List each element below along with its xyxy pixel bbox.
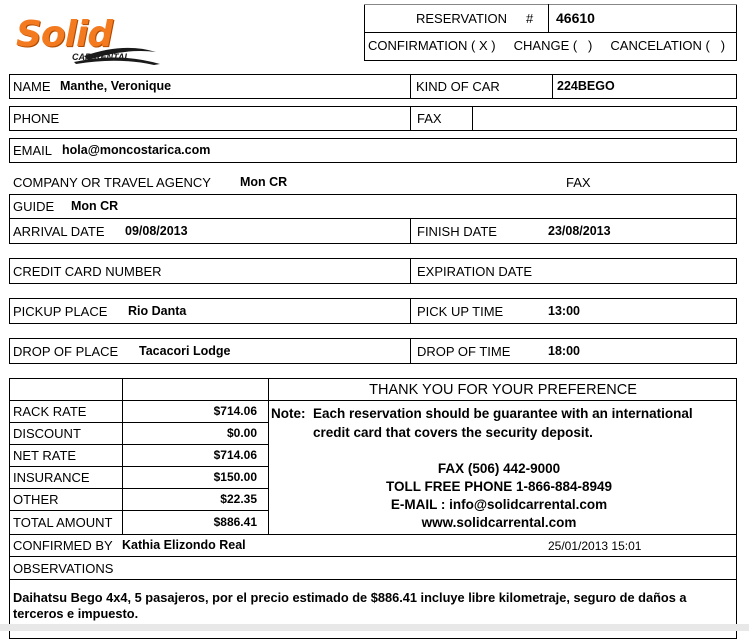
page-bottom-shade [0, 624, 749, 631]
pickup-place-label: PICKUP PLACE [13, 304, 108, 319]
company-value: Mon CR [240, 175, 288, 189]
drop-place-value: Tacacori Lodge [139, 344, 231, 358]
rate-label-net: NET RATE [13, 448, 77, 463]
reservation-label: RESERVATION [416, 11, 508, 26]
fax-label: FAX [417, 111, 442, 126]
logo-word: Solid [16, 14, 113, 55]
note-label: Note: [271, 406, 306, 421]
pickup-time-value: 13:00 [548, 304, 580, 318]
phone-row [9, 106, 737, 131]
thank-you-heading: THANK YOU FOR YOUR PREFERENCE [369, 382, 637, 398]
confirmed-by-label: CONFIRMED BY [13, 538, 113, 553]
drop-time-label: DROP OF TIME [417, 344, 511, 359]
guide-value: Mon CR [71, 199, 119, 213]
email-label: EMAIL [13, 143, 53, 158]
company-fax-label: FAX [566, 175, 591, 190]
rate-value-total: $886.41 [213, 515, 257, 529]
kind-of-car-label: KIND OF CAR [416, 79, 500, 94]
reservation-number: 46610 [556, 10, 595, 26]
guide-label: GUIDE [13, 199, 55, 214]
expiration-date-label: EXPIRATION DATE [417, 264, 533, 279]
contact-fax: FAX (506) 442-9000 [437, 461, 561, 476]
observations-label: OBSERVATIONS [13, 561, 114, 576]
contact-toll-free: TOLL FREE PHONE 1-866-884-8949 [385, 479, 613, 494]
observations-label-row [9, 556, 737, 580]
phone-label: PHONE [13, 111, 60, 126]
confirmed-by-value: Kathia Elizondo Real [122, 538, 246, 552]
credit-card-label: CREDIT CARD NUMBER [13, 264, 162, 279]
rate-value-other: $22.35 [220, 492, 257, 506]
name-label: NAME [13, 79, 51, 94]
rate-label-other: OTHER [13, 492, 59, 507]
email-value: hola@moncostarica.com [62, 143, 211, 157]
finish-date-label: FINISH DATE [417, 224, 497, 239]
rate-label-rack: RACK RATE [13, 404, 87, 419]
note-line-1: Each reservation should be guarantee with an international [313, 406, 693, 421]
rate-value-net: $714.06 [213, 448, 257, 462]
contact-website: www.solidcarrental.com [421, 515, 577, 530]
rate-label-insurance: INSURANCE [13, 470, 90, 485]
arrival-date-value: 09/08/2013 [125, 224, 188, 238]
rate-label-discount: DISCOUNT [13, 426, 81, 441]
rate-value-rack: $714.06 [213, 404, 257, 418]
confirmed-date: 25/01/2013 15:01 [548, 539, 642, 553]
rate-value-discount: $0.00 [226, 426, 257, 440]
pickup-place-value: Rio Danta [128, 304, 187, 318]
arrival-date-label: ARRIVAL DATE [13, 224, 105, 239]
pickup-row [9, 298, 737, 324]
company-logo [14, 12, 164, 70]
contact-email: E-MAIL : info@solidcarrental.com [390, 497, 608, 512]
pickup-time-label: PICK UP TIME [417, 304, 504, 319]
observations-text: Daihatsu Bego 4x4, 5 pasajeros, por el precio estimado de $886.41 incluye libre kilometraje, seguro de daños a terceros e impuesto. [13, 590, 687, 621]
dates-row [9, 218, 737, 244]
reservation-hash: # [526, 11, 534, 26]
name-value: Manthe, Veronique [60, 79, 172, 93]
note-line-2: credit card that covers the security deposit. [313, 425, 593, 440]
rate-label-total: TOTAL AMOUNT [13, 515, 113, 530]
company-label: COMPANY OR TRAVEL AGENCY [13, 175, 211, 190]
kind-of-car-value: 224BEGO [557, 79, 615, 93]
reservation-status-options: CONFIRMATION ( X ) CHANGE ( ) CANCELATION ( ) [368, 38, 726, 53]
drop-place-label: DROP OF PLACE [13, 344, 119, 359]
drop-time-value: 18:00 [548, 344, 580, 358]
logo-subtitle: CAR RENTAL [72, 52, 130, 62]
rate-value-insurance: $150.00 [213, 470, 257, 484]
finish-date-value: 23/08/2013 [548, 224, 611, 238]
